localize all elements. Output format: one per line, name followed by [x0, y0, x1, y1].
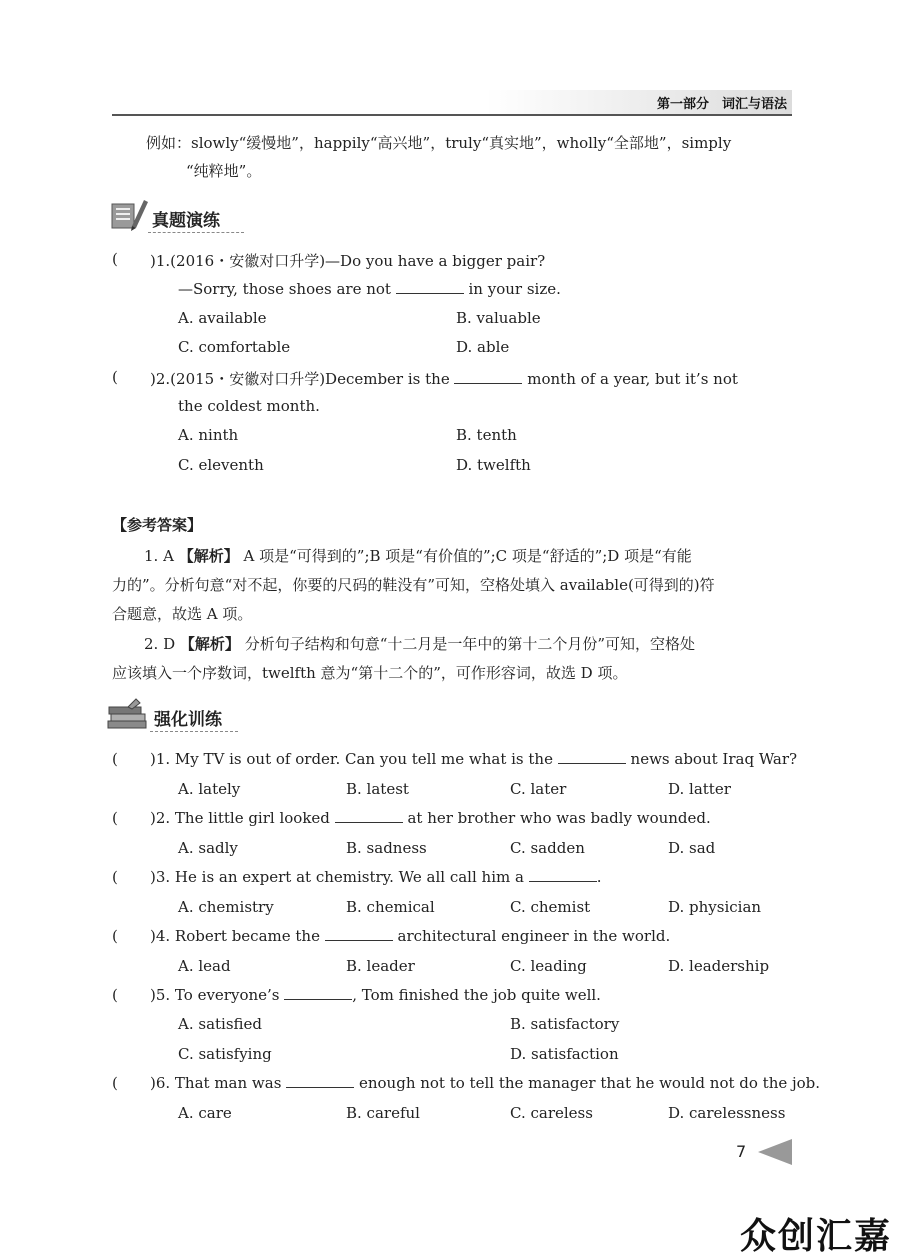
- watermark-logo: 众创汇嘉: [740, 1216, 893, 1257]
- header-section-title: 第一部分 词汇与语法: [656, 97, 787, 112]
- answer-paren-open: (: [112, 986, 118, 1004]
- option-b: B. satisfactory: [510, 1015, 620, 1033]
- intro-line-1: 例如：slowly“缓慢地”，happily“高兴地”，truly“真实地”，wholly“全部地”，simply: [146, 134, 732, 152]
- option-d: D. twelfth: [456, 456, 531, 474]
- answer-paren-open: (: [112, 809, 118, 827]
- option-c: C. sadden: [510, 839, 585, 857]
- question-text: )2.(2015・安徽对口升学)December is the month of a year, but it’s not: [150, 370, 738, 388]
- answer-blank: [558, 751, 626, 764]
- answer-paren-open: (: [112, 250, 118, 268]
- answer-1-line-2: 力的”。分析句意“对不起，你要的尺码的鞋没有”可知，空格处填入 available(可得到的)符: [112, 576, 715, 594]
- section-title-exam: 真题演练: [152, 211, 220, 231]
- answer-paren-open: (: [112, 368, 118, 386]
- option-b: B. tenth: [456, 426, 517, 444]
- section-divider: [148, 232, 244, 233]
- option-c: C. leading: [510, 957, 587, 975]
- option-c: C. eleventh: [178, 456, 264, 474]
- question-text: )1.(2016・安徽对口升学)—Do you have a bigger pair?: [150, 252, 546, 270]
- question-text: )2. The little girl looked at her brother who was badly wounded.: [150, 809, 711, 827]
- option-a: A. available: [178, 309, 267, 327]
- option-a: A. sadly: [178, 839, 238, 857]
- option-b: B. sadness: [346, 839, 427, 857]
- option-a: A. care: [178, 1104, 232, 1122]
- answer-2: 2. D 【解析】 分析句子结构和句意“十二月是一年中的第十二个月份”可知，空格处: [144, 635, 696, 653]
- answer-1-line-3: 合题意，故选 A 项。: [112, 605, 253, 623]
- question-text: )1. My TV is out of order. Can you tell me what is the news about Iraq War?: [150, 750, 798, 768]
- option-c: C. later: [510, 780, 567, 798]
- answer-blank: [396, 281, 464, 294]
- answer-2-line-2: 应该填入一个序数词，twelfth 意为“第十二个的”，可作形容词，故选 D 项。: [112, 664, 628, 682]
- question-text: )5. To everyone’s , Tom finished the job quite well.: [150, 986, 601, 1004]
- answer-blank: [529, 869, 597, 882]
- answer-paren-open: (: [112, 750, 118, 768]
- question-text: —Sorry, those shoes are not in your size.: [178, 280, 561, 298]
- question-text: the coldest month.: [178, 397, 320, 415]
- option-b: B. chemical: [346, 898, 435, 916]
- answer-paren-open: (: [112, 868, 118, 886]
- books-icon: [106, 697, 150, 731]
- option-d: D. physician: [668, 898, 762, 916]
- option-b: B. latest: [346, 780, 409, 798]
- section-divider: [150, 731, 238, 732]
- answer-blank: [454, 371, 522, 384]
- question-text: )6. That man was enough not to tell the manager that he would not do the job.: [150, 1074, 821, 1092]
- arrow-left-icon: [758, 1138, 794, 1166]
- option-b: B. valuable: [456, 309, 541, 327]
- option-d: D. sad: [668, 839, 716, 857]
- answer-blank: [335, 810, 403, 823]
- option-a: A. satisfied: [178, 1015, 263, 1033]
- answer-blank: [325, 928, 393, 941]
- answer-blank: [286, 1075, 354, 1088]
- intro-line-2: “纯粹地”。: [186, 162, 262, 180]
- option-d: D. able: [456, 338, 510, 356]
- answer-blank: [284, 987, 352, 1000]
- option-d: D. latter: [668, 780, 731, 798]
- option-a: A. lately: [178, 780, 241, 798]
- option-d: D. satisfaction: [510, 1045, 619, 1063]
- option-c: C. careless: [510, 1104, 593, 1122]
- page-number: 7: [736, 1142, 747, 1161]
- option-d: D. leadership: [668, 957, 770, 975]
- option-a: A. chemistry: [178, 898, 274, 916]
- option-c: C. chemist: [510, 898, 591, 916]
- question-text: )4. Robert became the architectural engineer in the world.: [150, 927, 671, 945]
- option-c: C. satisfying: [178, 1045, 272, 1063]
- option-a: A. ninth: [178, 426, 239, 444]
- option-b: B. leader: [346, 957, 415, 975]
- option-a: A. lead: [178, 957, 231, 975]
- answers-title: 【参考答案】: [112, 516, 203, 534]
- option-b: B. careful: [346, 1104, 420, 1122]
- answer-paren-open: (: [112, 1074, 118, 1092]
- section-title-training: 强化训练: [154, 710, 222, 730]
- answer-1: 1. A 【解析】 A 项是“可得到的”;B 项是“有价值的”;C 项是“舒适的”;D 项是“有能: [144, 547, 692, 565]
- option-c: C. comfortable: [178, 338, 291, 356]
- answer-paren-open: (: [112, 927, 118, 945]
- question-text: )3. He is an expert at chemistry. We all call him a .: [150, 868, 602, 886]
- pencil-notebook-icon: [108, 196, 148, 232]
- option-d: D. carelessness: [668, 1104, 786, 1122]
